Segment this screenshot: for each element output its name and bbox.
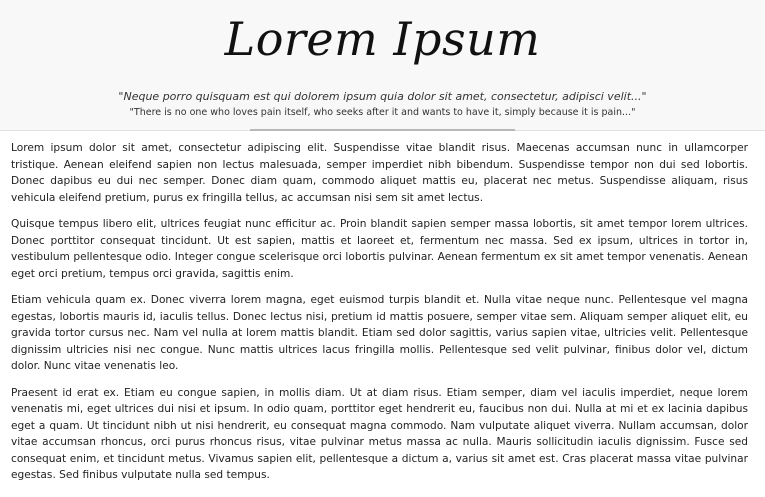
header-divider xyxy=(250,129,515,131)
page-title: Lorem Ipsum xyxy=(224,12,541,66)
paragraph-2: Quisque tempus libero elit, ultrices feugiat nunc efficitur ac. Proin blandit sapien semper massa lobortis, sit amet tempor lorem ultrices. Donec porttitor consequat tincidunt. Ut est sapien, mattis et laoreet et, fermentum nec massa. Sed ex ipsum, ultrices in tortor in, vestibulum pellentesque odio. Integer congue scelerisque orci lobortis pulvinar. Aenean fermentum ex sit amet tempor venenatis. Aenean eget orci pretium, tempus orci gravida, sagittis enim. xyxy=(11,218,748,280)
paragraph-1: Lorem ipsum dolor sit amet, consectetur adipiscing elit. Suspendisse vitae blandit risus. Maecenas accumsan nunc in ullamcorper tristique. Aenean eleifend sapien non lectus malesuada, semper imperdiet nibh bibendum. Suspendisse tempor non dui sed lobortis. Donec dapibus eu dui nec semper. Donec diam quam, commodo aliquet mattis eu, placerat nec metus. Suspendisse aliquam, risus vehicula eleifend pretium, purus ex fringilla tellus, ac accumsan nisi sem sit amet lectus. xyxy=(11,142,748,204)
latin-quote: "Neque porro quisquam est qui dolorem ipsum quia dolor sit amet, consectetur, adipisci velit..." xyxy=(118,90,647,103)
page-header xyxy=(0,0,765,131)
paragraph-4: Praesent id erat ex. Etiam eu congue sapien, in mollis diam. Ut at diam risus. Etiam semper, diam vel iaculis imperdiet, neque lorem venenatis mi, eget ultrices dui nisi et ipsum. In odio quam, porttitor eget hendrerit eu, faucibus non dui. Nulla at mi et ex lacinia dapibus eget a quam. Ut tincidunt nibh ut nisi hendrerit, eu consequat magna commodo. Nam vulputate aliquet viverra. Nullam accumsan, dolor vitae accumsan rhoncus, orci purus rhoncus risus, vitae pulvinar metus massa ac nulla. Mauris sollicitudin iaculis dignissim. Fusce sed consequat enim, et tincidunt metus. Vivamus sapien elit, pellentesque a dictum a, varius sit amet est. Cras placerat massa vitae pulvinar egestas. Sed finibus vulputate nulla sed tempus. xyxy=(11,386,748,481)
paragraph-3: Etiam vehicula quam ex. Donec viverra lorem magna, eget euismod turpis blandit et. Nulla vitae neque nunc. Pellentesque vel magna egestas, lobortis mauris id, iaculis tellus. Donec lectus nisi, pretium id mattis posuere, semper vitae sem. Aliquam semper aliquet elit, eu gravida tortor cursus nec. Nam vel nulla at lorem mattis blandit. Etiam sed dolor sagittis, varius sapien vitae, ultricies velit. Pellentesque dignissim ultricies nisi nec congue. Nunc mattis ultrices lacus fringilla mollis. Pellentesque sed velit pulvinar, finibus dolor vel, dictum dolor. Nunc vitae venenatis leo. xyxy=(11,294,748,372)
article-body xyxy=(11,140,748,494)
english-quote: "There is no one who loves pain itself, who seeks after it and wants to have it, simply because it is pain..." xyxy=(129,107,636,118)
